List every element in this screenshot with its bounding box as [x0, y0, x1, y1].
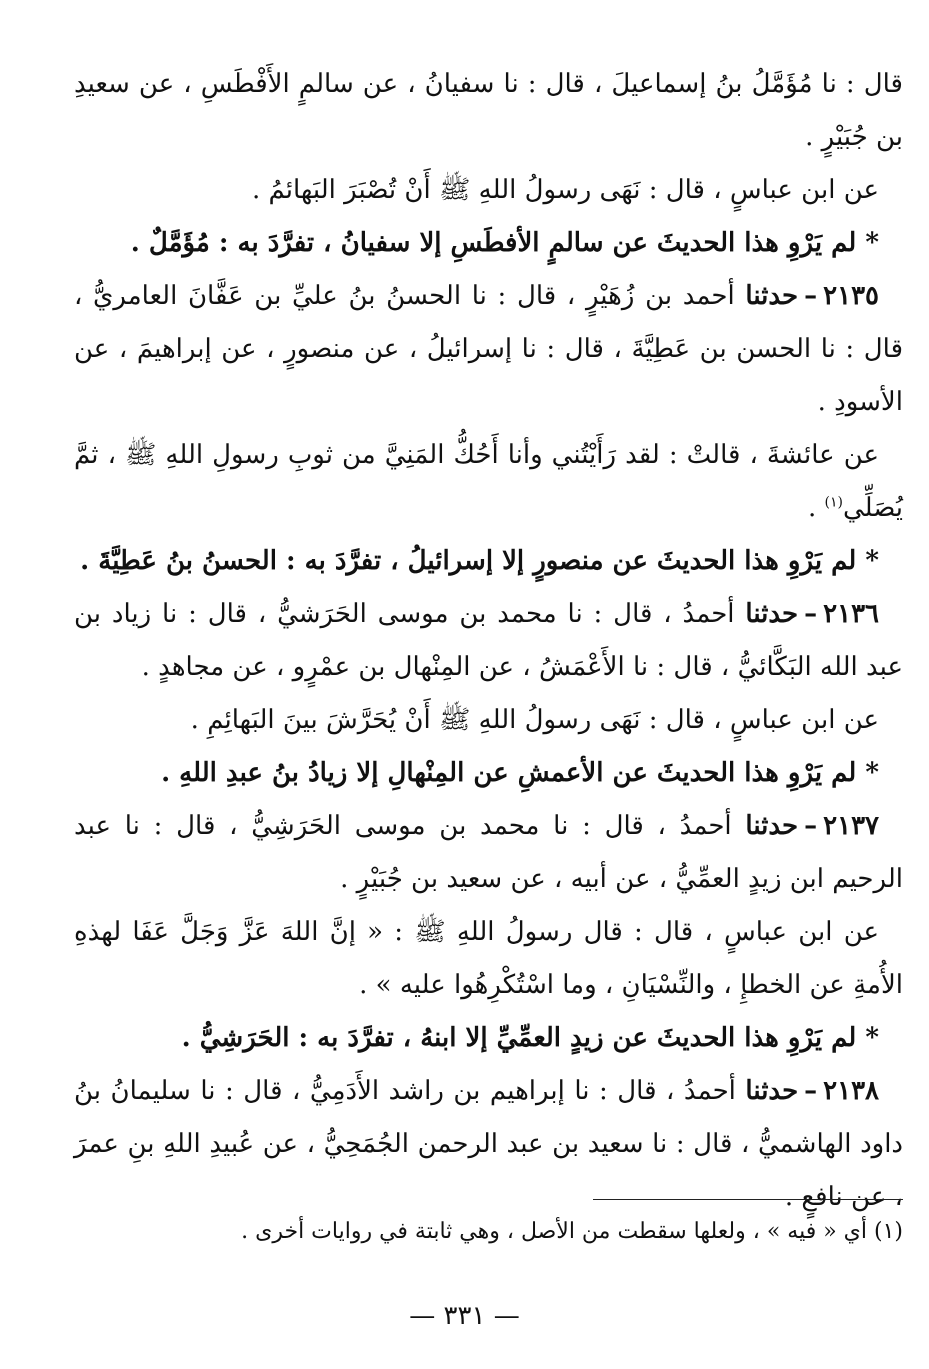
hadith-heading: حدثنا: [745, 811, 799, 841]
paragraph-matn: [74, 164, 903, 217]
paragraph-text: أحمد بن زُهَيْرٍ ، قال : نا الحسنُ بنُ عليِّ بن عَفَّانَ العامريُّ ، قال : نا الحسن بن عَطِيَّةَ ، قال : نا إسرائيلُ ، عن منصورٍ ، عن إبراهيمَ ، عن الأسودِ .: [74, 281, 903, 417]
paragraph-commentary: [74, 535, 903, 588]
hadith-number: ٢١٣٧: [823, 811, 879, 841]
paragraph-matn: [74, 906, 903, 1012]
paragraph-commentary: [74, 217, 903, 270]
paragraph-text: * لم يَرْوِ هذا الحديثَ عن سالمٍ الأفطَسِ إلا سفيانُ ، تفرَّدَ به : مُؤَمَّلٌ .: [130, 228, 879, 258]
footnote-marker: (١): [824, 494, 843, 511]
hadith-number: ٢١٣٦: [823, 599, 879, 629]
paragraph-text: عن ابن عباسٍ ، قال : نَهَى رسولُ اللهِ ﷺ أَنْ يُحَرَّشَ بينَ البَهائِمِ .: [190, 705, 879, 735]
paragraph-text: عن عائشةَ ، قالتْ : لقد رَأَيْتُني وأنا أَحُكُّ المَنِيَّ من ثوبِ رسولِ اللهِ ﷺ ، ثمَّ يُصَلِّي: [74, 440, 903, 523]
hadith-heading: حدثنا: [745, 1076, 799, 1106]
paragraph-commentary: [74, 747, 903, 800]
paragraph-text: أحمدُ ، قال : نا محمد بن موسى الحَرَشِيُّ ، قال : نا عبد الرحيم ابن زيدٍ العمِّيُّ ، عن أبيه ، عن سعيد بن جُبَيْرٍ .: [74, 811, 903, 894]
paragraph-commentary: [74, 1012, 903, 1065]
hadith-heading: حدثنا: [745, 599, 799, 629]
hadith-heading: حدثنا: [745, 281, 799, 311]
hadith-number: ٢١٣٨: [823, 1076, 880, 1106]
hadith-2136: ٢١٣٦–حدثنا أحمدُ ، قال : نا محمد بن موسى الحَرَشيُّ ، قال : نا زياد بن عبد الله البَكَّائيُّ ، قال : نا الأَعْمَشُ ، عن المِنْهال بن عمْرٍو ، عن مجاهدٍ .: [74, 599, 903, 682]
hadith-2135: ٢١٣٥–حدثنا أحمد بن زُهَيْرٍ ، قال : نا الحسنُ بنُ عليِّ بن عَفَّانَ العامريُّ ، قال : نا الحسن بن عَطِيَّةَ ، قال : نا إسرائيلُ ، عن منصورٍ ، عن إبراهيمَ ، عن الأسودِ .: [74, 281, 903, 417]
paragraph-matn: عن عائشةَ ، قالتْ : لقد رَأَيْتُني وأنا أَحُكُّ المَنِيَّ من ثوبِ رسولِ اللهِ ﷺ ، ثمَّ يُصَلِّي$^{(١)}$ .: [74, 440, 903, 523]
paragraph-text: عن ابن عباسٍ ، قال : نَهَى رسولُ اللهِ ﷺ أَنْ تُصْبَرَ البَهائمُ .: [251, 175, 879, 205]
paragraph-text: أحمدُ ، قال : نا إبراهيم بن راشد الأَدَمِيُّ ، قال : نا سليمانُ بنُ داود الهاشميُّ ، قال : نا سعيد بن عبد الرحمن الجُمَحِيُّ ، عن عُبيدِ اللهِ بنِ عمرَ ، عن نافعٍ .: [74, 1076, 903, 1212]
paragraph-text: أحمدُ ، قال : نا محمد بن موسى الحَرَشيُّ ، قال : نا زياد بن عبد الله البَكَّائيُّ ، قال : نا الأَعْمَشُ ، عن المِنْهال بن عمْرٍو ، عن مجاهدٍ .: [74, 599, 903, 682]
hadith-2138: ٢١٣٨–حدثنا أحمدُ ، قال : نا إبراهيم بن راشد الأَدَمِيُّ ، قال : نا سليمانُ بنُ داود الهاشميُّ ، قال : نا سعيد بن عبد الرحمن الجُمَحِيُّ ، عن عُبيدِ اللهِ بنِ عمرَ ، عن نافعٍ .: [74, 1076, 903, 1212]
footnote-divider: [593, 1199, 903, 1200]
paragraph-isnad-continuation: [74, 58, 903, 164]
paragraph-text: * لم يَرْوِ هذا الحديثَ عن الأعمشِ عن المِنْهالِ إلا زيادُ بنُ عبدِ اللهِ .: [161, 758, 879, 788]
paragraph-text: عن ابن عباسٍ ، قال : قال رسولُ اللهِ ﷺ : « إنَّ اللهَ عَزَّ وَجَلَّ عَفَا لهذهِ الأُمةِ عن الخطإِ ، والنِّسْيَانِ ، وما اسْتُكْرِهُوا عليه » .: [74, 917, 903, 1000]
page-number: — ٣٣١ —: [409, 1301, 520, 1331]
paragraph-text: قال : نا مُؤَمَّلُ بنُ إسماعيلَ ، قال : نا سفيانُ ، عن سالمٍ الأَفْطَسِ ، عن سعيدِ بن جُبَيْرٍ .: [74, 69, 903, 152]
footnote: (١) أي « فيه » ، ولعلها سقطت من الأصل ، وهي ثابتة في روايات أخرى .: [241, 1219, 903, 1244]
hadith-2137: ٢١٣٧–حدثنا أحمدُ ، قال : نا محمد بن موسى الحَرَشِيُّ ، قال : نا عبد الرحيم ابن زيدٍ العمِّيُّ ، عن أبيه ، عن سعيد بن جُبَيْرٍ .: [74, 811, 903, 894]
hadith-number: ٢١٣٥: [823, 281, 879, 311]
paragraph-matn: [74, 694, 903, 747]
paragraph-text: * لم يَرْوِ هذا الحديثَ عن منصورٍ إلا إسرائيلُ ، تفرَّدَ به : الحسنُ بنُ عَطِيَّةَ .: [80, 546, 879, 576]
paragraph-text: * لم يَرْوِ هذا الحديثَ عن زيدٍ العمِّيِّ إلا ابنهُ ، تفرَّدَ به : الحَرَشِيُّ .: [181, 1023, 879, 1053]
